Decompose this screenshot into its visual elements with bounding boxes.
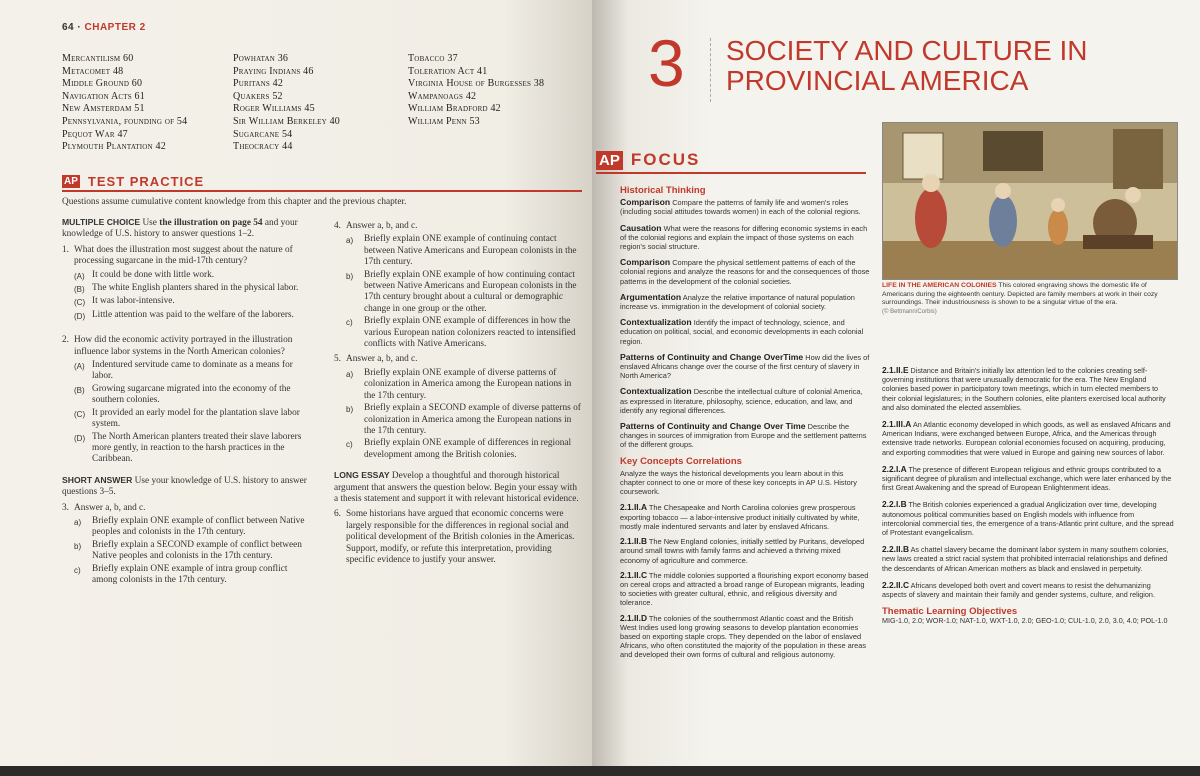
key-terms <box>62 53 582 154</box>
key-concept <box>882 420 1174 457</box>
answer-option <box>74 310 310 322</box>
key-concept <box>882 465 1174 493</box>
question-stem <box>62 503 310 514</box>
question-stem <box>62 335 310 358</box>
section-label: SHORT ANSWER <box>62 474 133 485</box>
key-term: Pequot War 47 <box>62 128 128 140</box>
answer-options <box>74 270 310 323</box>
concept-text: The presence of different European religious and ethnic groups contributed to a significant degree of pluralism and intellectual exchange, which were later enhanced by the first Great Awakening and the spread of European Enlightenment ideas. <box>882 464 1172 493</box>
instruction-text: Use your knowledge of U.S. history to answer questions 3–5. <box>62 475 307 498</box>
engraving-image <box>883 123 1177 279</box>
historical-thinking-heading: Historical Thinking <box>620 185 706 196</box>
skill-prompt: Compare the patterns of family life and women's roles (including social attitudes towards women) in each of the colonial regions. <box>620 198 861 217</box>
caption-title: LIFE IN THE AMERICAN COLONIES <box>882 282 997 289</box>
option-text: The white English planters shared in the physical labor. <box>92 283 299 294</box>
option-letter: (B) <box>74 285 85 295</box>
colonial-life-engraving <box>882 122 1178 280</box>
instruction-text: Use <box>142 218 157 228</box>
key-term: Powhatan 36 <box>233 53 289 64</box>
question-4 <box>334 221 582 350</box>
page-number: 64 <box>62 22 75 33</box>
focus-column <box>620 184 870 666</box>
concept-text: The colonies of the southernmost Atlantic coast and the British West Indies used long growing seasons to develop plantation economies based on exporting staple crops. They depended on the labor of enslaved Africans, who often constituted the majority of the population in these areas and developed their own forms of cultural and religious autonomy. <box>620 613 867 660</box>
key-term: Navigation Acts 61 <box>62 90 145 102</box>
historical-thinking-item <box>620 318 870 346</box>
key-term: Sir William Berkeley 40 <box>233 115 340 127</box>
question-text: Answer a, b, and c. <box>346 221 418 231</box>
answer-option <box>346 316 582 350</box>
option-text: It provided an early model for the plantation slave labor system. <box>92 407 300 430</box>
concept-code: 2.2.I.A <box>882 463 907 474</box>
question-stem <box>334 221 582 232</box>
key-concept <box>620 537 870 565</box>
option-letter: (C) <box>74 298 86 308</box>
answer-options <box>74 360 310 466</box>
key-term: Virginia House of Burgesses 38 <box>408 78 545 90</box>
concept-code: 2.1.II.C <box>620 569 647 580</box>
question-6 <box>334 509 582 566</box>
question-number: 3. <box>62 502 69 513</box>
answer-option <box>346 234 582 268</box>
key-term: New Amsterdam 51 <box>62 103 145 115</box>
key-term: Metacomet 48 <box>62 65 124 77</box>
concept-code: 2.2.I.B <box>882 499 907 510</box>
key-concept <box>882 581 1174 599</box>
key-term: Pennsylvania, founding of 54 <box>62 115 188 127</box>
option-letter: c) <box>74 565 81 575</box>
historical-thinking-item <box>620 353 870 381</box>
answer-option <box>74 270 310 282</box>
skill-prompt: Compare the physical settlement patterns of each of the colonial regions and analyze the reasons for and the consequences of those patterns in the development of the colonial societies. <box>620 258 870 286</box>
answer-option <box>346 270 582 316</box>
answer-option <box>74 296 310 308</box>
option-letter: (A) <box>74 362 85 372</box>
key-concepts-column <box>882 366 1174 626</box>
questions-column-left <box>62 217 310 587</box>
option-text: Indentured servitude came to dominate as a means for labor. <box>92 360 293 382</box>
option-text: Briefly explain a SECOND example of conflict between Native peoples and colonists in the 17th century. <box>92 539 302 562</box>
key-term: Puritans 42 <box>233 78 284 90</box>
sa-instructions <box>62 475 310 499</box>
option-letter: b) <box>74 541 82 551</box>
ap-badge: AP <box>64 175 78 187</box>
option-letter: a) <box>346 236 354 246</box>
key-concepts-list <box>620 503 870 659</box>
concept-text: The middle colonies supported a flourishing export economy based on cereal crops and attracted a broad range of European migrants, leading to societies with greater cultural, ethnic, and religious diversity and tolerance. <box>620 570 869 608</box>
questions-column-right <box>334 217 582 566</box>
option-text: Briefly explain a SECOND example of diverse patterns of colonization in America among the European nations in the 17th century. <box>364 403 581 436</box>
answer-options <box>74 516 310 586</box>
engraving-caption <box>882 282 1176 316</box>
option-letter: c) <box>346 440 353 450</box>
answer-option <box>74 283 310 295</box>
option-letter: (A) <box>74 271 85 281</box>
running-head: 64 · CHAPTER 2 <box>62 22 146 33</box>
answer-option <box>346 368 582 402</box>
key-term: William Bradford 42 <box>408 103 501 115</box>
option-letter: b) <box>346 405 354 415</box>
instruction-text: Develop a thoughtful and thorough historical argument that answers the question below. Begin your essay with a thesis statement and support it with relevant historical evidence. <box>334 471 579 504</box>
key-term: Mercantilism 60 <box>62 53 134 64</box>
skill-name: Comparison <box>620 197 671 208</box>
option-text: It could be done with little work. <box>92 269 215 280</box>
le-instructions <box>334 470 582 505</box>
historical-thinking-item <box>620 387 870 415</box>
option-letter: (D) <box>74 311 86 321</box>
option-text: Little attention was paid to the welfare of the laborers. <box>92 309 294 320</box>
key-term: Praying Indians 46 <box>233 65 314 77</box>
concept-text: Africans developed both overt and covert means to resist the dehumanizing aspects of slavery and maintain their family and gender systems, culture, and religion. <box>882 580 1155 600</box>
skill-name: Contextualization <box>620 317 692 328</box>
divider <box>596 172 866 174</box>
key-term: Theocracy 44 <box>233 141 293 153</box>
focus-title: FOCUS <box>630 150 701 169</box>
option-text: Briefly explain ONE example of diverse patterns of colonization in America among the European nations in the 17th century. <box>364 367 572 401</box>
concept-text: The Chesapeake and North Carolina colonies grew prosperous exporting tobacco — a labor-intensive product initially cultivated by white, mostly male indentured servants and later by enslaved Africans. <box>620 503 860 531</box>
right-page <box>592 0 1200 776</box>
question-2 <box>62 335 310 465</box>
key-term: Sugarcane 54 <box>233 128 293 140</box>
key-concepts-heading: Key Concepts Correlations <box>620 455 742 467</box>
question-text: What does the illustration most suggest about the nature of processing sugarcane in the mid-17th century? <box>74 244 293 267</box>
skill-prompt: Describe the intellectual culture of colonial America, as expressed in literature, philosophy, science, education, and law, and identify any regional differences. <box>620 387 863 415</box>
instruction-bold: the illustration on page 54 <box>159 218 263 228</box>
concept-text: As chattel slavery became the dominant labor system in many southern colonies, new laws created a strict racial system that prohibited interracial relationships and defined the descendants of African American mothers as black and enslaved in perpetuity. <box>882 545 1169 573</box>
question-text: Answer a, b, and c. <box>74 502 146 513</box>
option-letter: c) <box>346 318 353 328</box>
question-number: 2. <box>62 335 69 346</box>
section-label: MULTIPLE CHOICE <box>62 217 141 227</box>
answer-option <box>74 564 310 587</box>
question-text: How did the economic activity portrayed in the illustration influence labor systems in the North American colonies? <box>74 335 293 357</box>
skill-prompt: What were the reasons for differing economic systems in each of the colonial regions and explain the impact of those systems on each region's social structure. <box>620 223 868 252</box>
answer-option <box>74 384 310 407</box>
skill-prompt: Analyze the relative importance of natural population increase vs. immigration in the development of colonial society. <box>620 292 855 312</box>
skill-name: Patterns of Continuity and Change OverTime <box>620 351 804 362</box>
question-text: Some historians have argued that economic concerns were largely responsible for the differences in regional social and political development of the British colonies in the Americas. Support, modify, or refute this interpretation, providing specific evidence to justify your answer. <box>346 509 575 565</box>
key-concept <box>620 503 870 531</box>
thematic-objectives-text: MIG-1.0, 2.0; WOR-1.0; NAT-1.0, WXT-1.0, 2.0; GEO-1.0; CUL-1.0, 2.0, 3.0, 4.0; POL-1.0 <box>882 616 1168 626</box>
key-term: Plymouth Plantation 42 <box>62 141 166 153</box>
ap-badge: AP <box>596 151 623 170</box>
test-practice-intro: Questions assume cumulative content knowledge from this chapter and the previous chapter. <box>62 197 407 207</box>
question-stem <box>334 354 582 365</box>
skill-prompt: How did the lives of enslaved Africans change over the course of the first century of slavery in North America? <box>620 352 870 381</box>
option-letter: (D) <box>74 433 86 443</box>
skill-name: Comparison <box>620 257 671 268</box>
option-text: It was labor-intensive. <box>92 296 175 307</box>
answer-option <box>74 432 310 466</box>
key-term: Roger Williams 45 <box>233 103 315 115</box>
test-practice-title: TEST PRACTICE <box>87 173 205 189</box>
chapter-number: 3 <box>648 26 685 100</box>
concept-code: 2.1.II.B <box>620 536 647 547</box>
skill-prompt: Identify the impact of technology, science, and education on political, social, and economic developments in each colonial region. <box>620 318 864 346</box>
option-letter: b) <box>346 271 354 281</box>
key-concept <box>882 500 1174 537</box>
option-text: Briefly explain ONE example of continuing contact between Native Americans and European colonists in the 17th century. <box>364 234 577 268</box>
mc-instructions <box>62 217 310 241</box>
concept-text: Distance and Britain's initially lax attention led to the colonies creating self-governing institutions that were unusually democratic for the era. The New England colonies based power in participatory town meetings, which in turn elected members to their colonial legislatures; in the Southern colonies, elite planters exercised local authority and also dominated the elected assemblies. <box>882 366 1166 412</box>
answer-option <box>346 438 582 461</box>
option-text: Briefly explain ONE example of conflict between Native peoples and colonists in the 17th century. <box>92 515 305 538</box>
question-number: 4. <box>334 221 341 231</box>
key-concepts-intro: Analyze the ways the historical developments you learn about in this chapter connect to one or more of these key concepts in AP U.S. History coursework. <box>620 468 857 497</box>
left-page <box>0 0 592 776</box>
concept-text: The New England colonies, initially settled by Puritans, developed around small towns with family farms and achieved a thriving mixed economy of agriculture and commerce. <box>620 537 865 565</box>
key-concept <box>620 571 870 608</box>
answer-option <box>74 360 310 383</box>
option-text: The North American planters treated their slave laborers more gently, in reaction to the harsh practices in the Caribbean. <box>92 431 302 465</box>
concept-code: 2.1.II.E <box>882 365 909 375</box>
key-concept <box>882 366 1174 412</box>
key-term: Toleration Act 41 <box>408 65 488 77</box>
caption-credit: (© Bettmann/Corbis) <box>882 308 937 315</box>
question-text: Answer a, b, and c. <box>346 354 418 365</box>
option-letter: a) <box>74 517 82 527</box>
terms-column-2 <box>233 53 408 154</box>
key-concept <box>620 614 870 660</box>
concept-code: 2.2.II.B <box>882 544 909 555</box>
historical-thinking-item <box>620 198 870 216</box>
focus-header <box>596 150 700 170</box>
historical-thinking-item <box>620 293 870 311</box>
section-label: LONG ESSAY <box>334 470 390 481</box>
answer-option <box>74 540 310 563</box>
answer-options <box>346 234 582 350</box>
question-stem <box>62 245 310 268</box>
option-text: Briefly explain ONE example of how continuing contact between Native Americans and European colonists in the 17th century brought about a cultural or demographic change in one group or the other. <box>364 269 577 314</box>
chapter-label: CHAPTER 2 <box>84 22 146 33</box>
key-term: Middle Ground 60 <box>62 78 143 90</box>
option-letter: (C) <box>74 409 86 419</box>
skill-name: Contextualization <box>620 386 692 397</box>
option-letter: a) <box>346 369 354 379</box>
answer-option <box>74 516 310 539</box>
question-number: 1. <box>62 244 69 255</box>
concept-text: The British colonies experienced a gradual Anglicization over time, developing autonomous political communities based on English models with influence from intercolonial commercial ties, the emergence of a trans-Atlantic print culture, and the spread of Protestant evangelicalism. <box>882 500 1174 538</box>
instruction-text: and your knowledge of U.S. history to answer questions 1–2. <box>62 218 298 240</box>
historical-thinking-list <box>620 198 870 449</box>
answer-options <box>346 368 582 461</box>
historical-thinking-item <box>620 224 870 252</box>
concept-code: 2.1.II.D <box>620 612 647 623</box>
question-stem <box>334 509 582 566</box>
concept-code: 2.2.II.C <box>882 579 909 590</box>
question-5 <box>334 354 582 461</box>
option-text: Briefly explain ONE example of intra group conflict among colonists in the 17th century. <box>92 563 288 585</box>
skill-name: Argumentation <box>620 291 682 302</box>
option-text: Briefly explain ONE example of differences in regional development among the British colonies. <box>364 438 572 460</box>
key-concepts-list <box>882 366 1174 599</box>
terms-column-3 <box>408 53 582 154</box>
concept-code: 2.1.III.A <box>882 419 912 430</box>
question-1 <box>62 245 310 322</box>
caption-text: This colored engraving shows the domestic life of Americans during the eighteenth century. Depicted are family members at work in their cozy surroundings. Their industriousness is shown to be a singular virtue of the era. <box>882 282 1158 307</box>
skill-name: Patterns of Continuity and Change Over Time <box>620 421 806 432</box>
key-concept <box>882 545 1174 573</box>
skill-name: Causation <box>620 222 662 233</box>
terms-column-1 <box>62 53 233 154</box>
skill-prompt: Describe the changes in sources of immigration from Europe and the settlement patterns of the different groups. <box>620 422 867 450</box>
key-term: Quakers 52 <box>233 90 283 102</box>
historical-thinking-item <box>620 422 870 450</box>
concept-code: 2.1.II.A <box>620 502 647 513</box>
key-term: William Penn 53 <box>408 115 480 127</box>
question-3 <box>62 503 310 587</box>
divider <box>710 38 714 102</box>
question-number: 6. <box>334 509 341 520</box>
chapter-title: SOCIETY AND CULTURE IN PROVINCIAL AMERICA <box>726 35 1088 96</box>
key-term: Tobacco 37 <box>408 53 458 64</box>
option-text: Briefly explain ONE example of differences in how the various European nation colonizers reacted to intensified conflicts with Native Americans. <box>364 316 576 350</box>
answer-option <box>74 408 310 431</box>
answer-option <box>346 403 582 437</box>
thematic-objectives-heading: Thematic Learning Objectives <box>882 606 1018 618</box>
key-term: Wampanoags 42 <box>408 90 477 102</box>
concept-text: An Atlantic economy developed in which goods, as well as enslaved Africans and American Indians, were exchanged between Europe, Africa, and the Americas through extensive trade networks. European colonial economies focused on acquiring, producing, and exporting commodities that were valued in Europe and gaining new sources of labor. <box>882 420 1171 457</box>
question-number: 5. <box>334 354 341 365</box>
divider <box>62 190 582 192</box>
option-letter: (B) <box>74 385 85 395</box>
page-edge <box>0 766 1200 776</box>
historical-thinking-item <box>620 258 870 286</box>
test-practice-header <box>62 172 582 188</box>
option-text: Growing sugarcane migrated into the economy of the southern colonies. <box>92 383 291 406</box>
